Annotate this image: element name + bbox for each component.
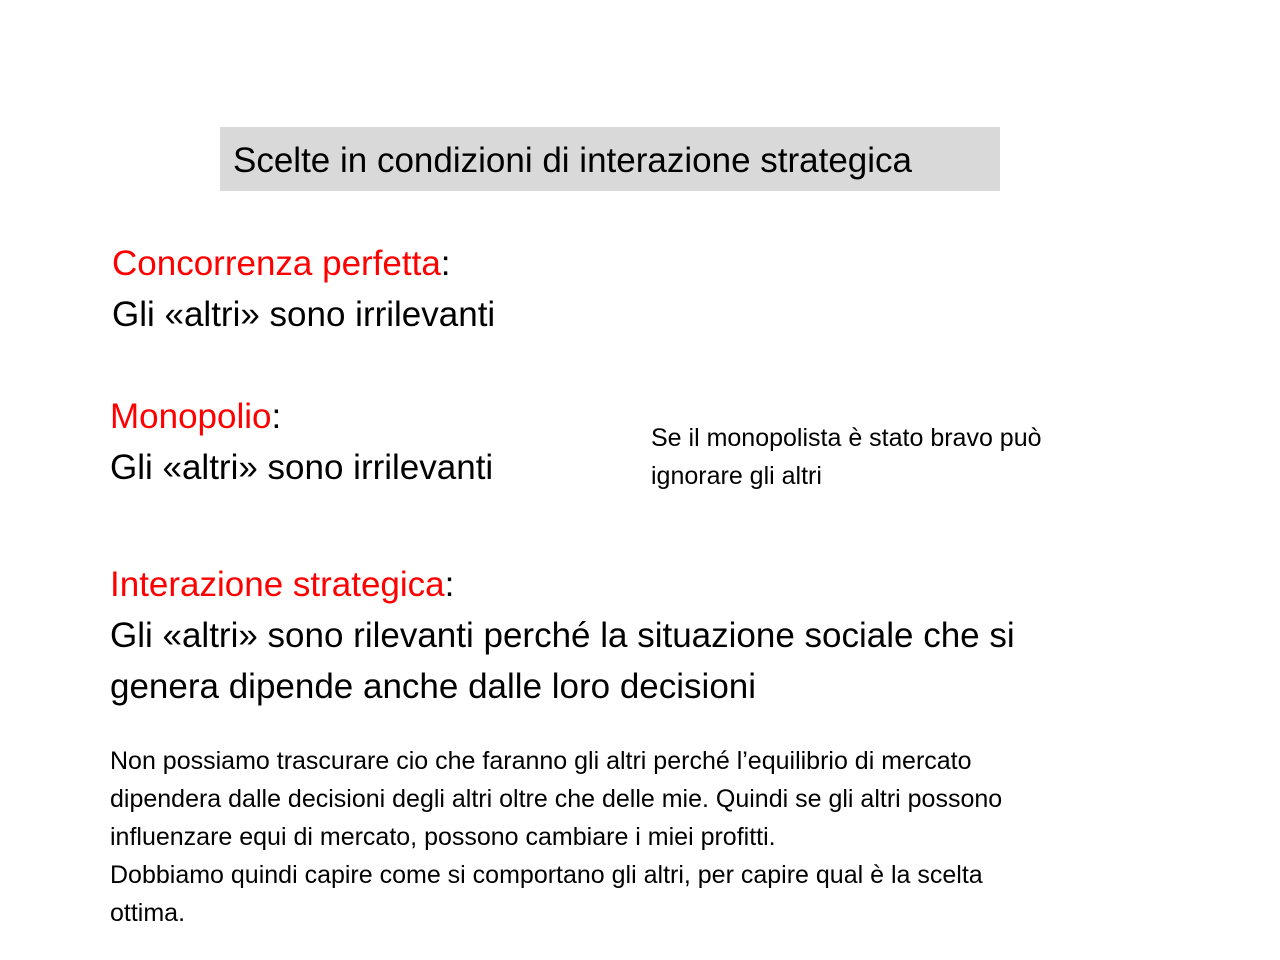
explanation-line-4: Dobbiamo quindi capire come si comportano gli altri, per capire qual è la scelta	[110, 861, 983, 889]
section-perfect-competition-heading-line	[112, 238, 495, 289]
section-monopoly-colon: :	[271, 397, 282, 436]
section-strategic-text-line-1: Gli «altri» sono rilevanti perché la situazione sociale che si	[110, 616, 1015, 655]
section-strategic-interaction	[110, 559, 1015, 712]
explanation-line-3: influenzare equi di mercato, possono cambiare i miei profitti.	[110, 823, 776, 851]
monopoly-side-note	[651, 419, 1171, 495]
slide-title-text: Scelte in condizioni di interazione strategica	[233, 141, 912, 180]
side-note-line-1: Se il monopolista è stato bravo può	[651, 424, 1042, 452]
section-monopoly	[110, 391, 493, 493]
explanation-line-1: Non possiamo trascurare cio che faranno gli altri perché l’equilibrio di mercato	[110, 747, 972, 775]
section-perfect-competition-text: Gli «altri» sono irrilevanti	[112, 295, 496, 334]
section-strategic-colon: :	[444, 565, 455, 604]
slide-title	[220, 127, 1000, 191]
side-note-line-2: ignorare gli altri	[651, 462, 822, 490]
section-strategic-heading-line	[110, 559, 1015, 610]
section-perfect-competition	[112, 238, 495, 340]
section-monopoly-heading: Monopolio	[110, 397, 272, 436]
section-perfect-competition-colon: :	[440, 244, 451, 283]
section-strategic-heading: Interazione strategica	[110, 565, 445, 604]
explanation-line-5: ottima.	[110, 899, 186, 927]
section-strategic-text-line-2: genera dipende anche dalle loro decisioni	[110, 667, 757, 706]
section-monopoly-text: Gli «altri» sono irrilevanti	[110, 448, 494, 487]
section-perfect-competition-heading: Concorrenza perfetta	[112, 244, 441, 283]
explanation-paragraph	[110, 742, 1210, 932]
section-monopoly-heading-line	[110, 391, 493, 442]
explanation-line-2: dipendera dalle decisioni degli altri oltre che delle mie. Quindi se gli altri possono	[110, 785, 1003, 813]
